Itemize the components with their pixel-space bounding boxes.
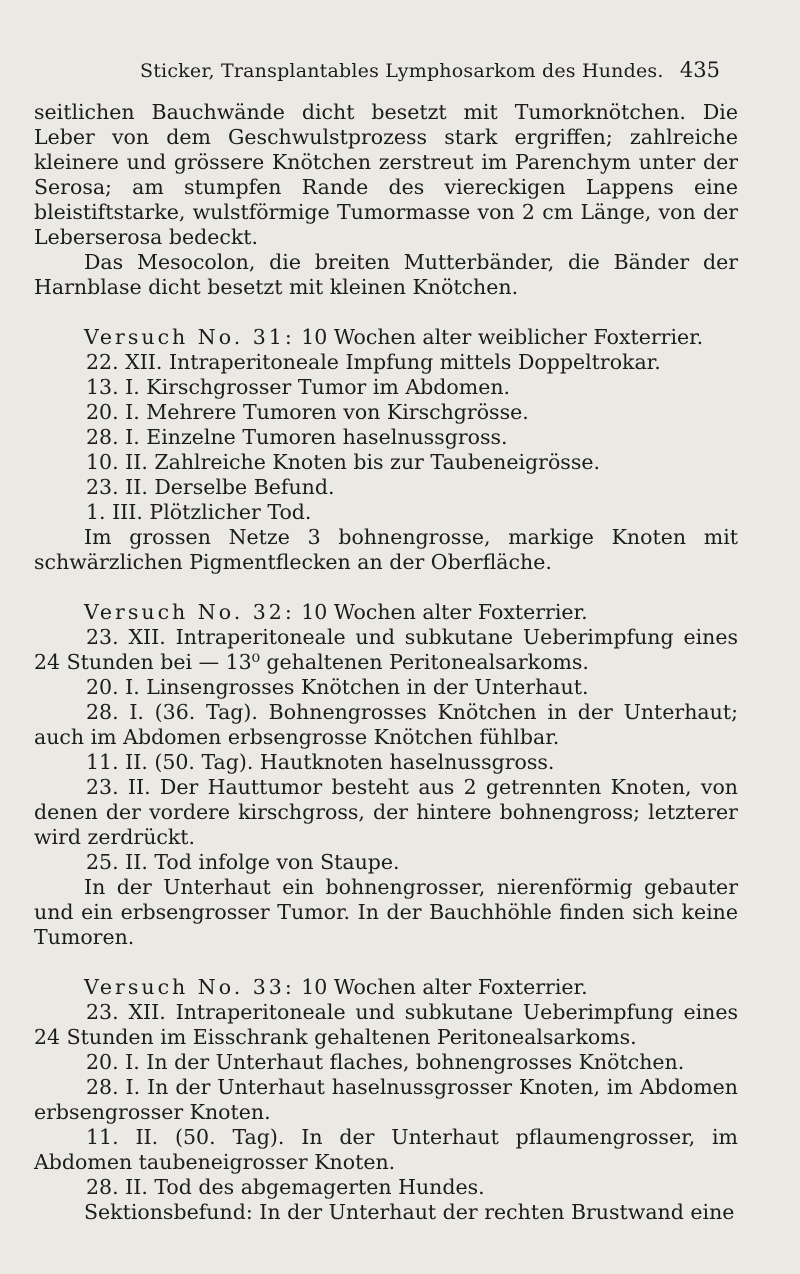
experiment-32	[34, 600, 738, 950]
mesocolon-paragraph: Das Mesocolon, die breiten Mutterbänder, die Bänder der Harnblase dicht besetzt mit kleinen Knötchen.	[34, 250, 738, 299]
experiment-33-entry: 20. I. In der Unterhaut flaches, bohnengrosses Knötchen.	[86, 1050, 685, 1074]
experiment-31-entry: 23. II. Derselbe Befund.	[86, 475, 335, 499]
page-number: 435	[679, 58, 720, 82]
experiment-32-heading	[34, 600, 738, 625]
experiment-32-entry: 25. II. Tod infolge von Staupe.	[86, 850, 400, 874]
experiment-31-entry: 28. I. Einzelne Tumoren haselnussgross.	[86, 425, 508, 449]
experiment-33-entry: 28. II. Tod des abgemagerten Hundes.	[86, 1175, 485, 1199]
experiment-32-entry: 23. II. Der Hauttumor besteht aus 2 getrennten Knoten, von denen der vordere kirschgross, der hintere bohnengross; letzterer wird zerdrückt.	[34, 775, 738, 849]
experiment-31-finding: Im grossen Netze 3 bohnengrosse, markige Knoten mit schwärzlichen Pigmentflecken an der Oberfläche.	[34, 525, 738, 574]
experiment-32-entry: 20. I. Linsengrosses Knötchen in der Unterhaut.	[86, 675, 589, 699]
experiment-33	[34, 975, 738, 1225]
experiment-32-label: Versuch No. 32:	[84, 600, 295, 624]
experiment-31-entry: 13. I. Kirschgrosser Tumor im Abdomen.	[86, 375, 511, 399]
intro-paragraph: seitlichen Bauchwände dicht besetzt mit Tumorknötchen. Die Leber von dem Geschwulstprozess stark ergriffen; zahlreiche kleinere und grössere Knötchen zerstreut im Parenchym unter der Serosa; am stumpfen Rande des viereckigen Lappens eine bleistiftstarke, wulstförmige Tumormasse von 2 cm Länge, von der Leberserosa bedeckt.	[34, 100, 738, 249]
experiment-32-entry: 23. XII. Intraperitoneale und subkutane Ueberimpfung eines 24 Stunden bei — 13⁰ gehaltenen Peritonealsarkoms.	[34, 625, 738, 674]
experiment-31-entry: 22. XII. Intraperitoneale Impfung mittels Doppeltrokar.	[86, 350, 661, 374]
experiment-31-heading	[34, 325, 738, 350]
running-title: Sticker, Transplantables Lymphosarkom des Hundes.	[140, 60, 664, 82]
experiment-33-label: Versuch No. 33:	[84, 975, 295, 999]
experiment-33-entry: 28. I. In der Unterhaut haselnussgrosser Knoten, im Abdomen erbsengrosser Knoten.	[34, 1075, 738, 1124]
experiment-31-entry: 1. III. Plötzlicher Tod.	[86, 500, 312, 524]
experiment-33-entry: 11. II. (50. Tag). In der Unterhaut pflaumengrosser, im Abdomen taubeneigrosser Knoten.	[34, 1125, 738, 1174]
experiment-31-entry: 20. I. Mehrere Tumoren von Kirschgrösse.	[86, 400, 529, 424]
experiment-31-label: Versuch No. 31:	[84, 325, 295, 349]
experiment-31-desc: 10 Wochen alter weiblicher Foxterrier.	[294, 325, 704, 349]
experiment-32-entry: 11. II. (50. Tag). Hautknoten haselnussgross.	[86, 750, 555, 774]
experiment-33-entry: 23. XII. Intraperitoneale und subkutane Ueberimpfung eines 24 Stunden im Eisschrank gehaltenen Peritonealsarkoms.	[34, 1000, 738, 1049]
experiment-31-entry: 10. II. Zahlreiche Knoten bis zur Taubeneigrösse.	[86, 450, 600, 474]
experiment-33-desc: 10 Wochen alter Foxterrier.	[294, 975, 588, 999]
experiment-31	[34, 325, 738, 575]
experiment-33-finding: Sektionsbefund: In der Unterhaut der rechten Brustwand eine	[84, 1200, 735, 1224]
experiment-32-desc: 10 Wochen alter Foxterrier.	[294, 600, 588, 624]
experiment-33-heading	[34, 975, 738, 1000]
running-header	[80, 58, 720, 88]
experiment-32-entry: 28. I. (36. Tag). Bohnengrosses Knötchen in der Unterhaut; auch im Abdomen erbsengrosse Knötchen fühlbar.	[34, 700, 738, 749]
experiment-32-finding: In der Unterhaut ein bohnengrosser, nierenförmig gebauter und ein erbsengrosser Tumor. In der Bauchhöhle finden sich keine Tumoren.	[34, 875, 738, 949]
page-body	[34, 100, 738, 1225]
